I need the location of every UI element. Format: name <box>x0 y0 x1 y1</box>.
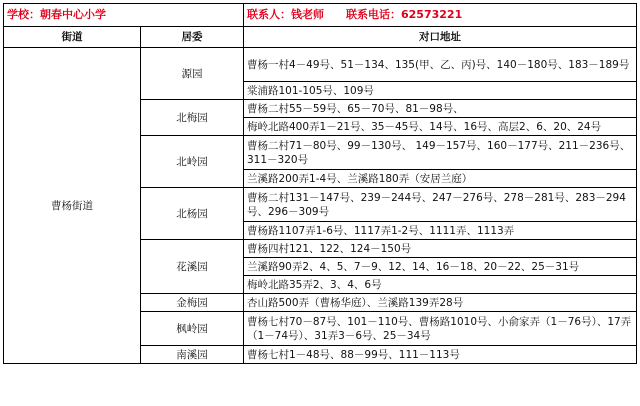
school-name: 学校：朝春中心小学 <box>4 4 244 27</box>
committee-name: 北岭园 <box>141 136 244 188</box>
address-cell: 曹杨二村55－59号、65－70号、81－98号、 <box>244 100 637 118</box>
committee-name: 北梅园 <box>141 100 244 136</box>
address-cell: 杏山路500弄（曹杨华庭）、兰溪路139弄28号 <box>244 294 637 312</box>
address-cell: 曹杨二村131－147号、239－244号、247－276号、278－281号、283－294号、296－309号 <box>244 188 637 222</box>
committee-name: 南溪园 <box>141 346 244 364</box>
column-header-row <box>4 27 637 48</box>
address-cell: 梅岭北路35弄2、3、4、6号 <box>244 276 637 294</box>
street-name: 曹杨街道 <box>4 48 141 364</box>
header-row <box>4 4 637 27</box>
table-row <box>4 48 637 82</box>
committee-name: 金梅园 <box>141 294 244 312</box>
address-cell: 梅岭北路400弄1－21号、35－45号、14号、16号、高层2、6、20、24号 <box>244 118 637 136</box>
address-cell: 兰溪路90弄2、4、5、7－9、12、14、16－18、20－22、25－31号 <box>244 258 637 276</box>
address-cell: 曹杨一村4－49号、51－134、135(甲、乙、丙)号、140－180号、183－189号 <box>244 48 637 82</box>
address-cell: 兰溪路200弄1-4号、兰溪路180弄（安居兰庭） <box>244 170 637 188</box>
contact-info: 联系人：钱老师 联系电话：62573221 <box>244 4 637 27</box>
address-cell: 曹杨二村71－80号、99－130号、 149－157号、160－177号、211－236号、311－320号 <box>244 136 637 170</box>
address-cell: 曹杨七村70－87号、101－110号、曹杨路1010号、小俞家弄（1－76号）、17弄（1－74号）、31弄3－6号、25－34号 <box>244 312 637 346</box>
address-cell: 棠浦路101-105号、109号 <box>244 82 637 100</box>
address-cell: 曹杨七村1－48号、88－99号、111－113号 <box>244 346 637 364</box>
column-header-street: 街道 <box>4 27 141 48</box>
address-cell: 曹杨路1107弄1-6号、1117弄1-2号、1111弄、1113弄 <box>244 222 637 240</box>
column-header-address: 对口地址 <box>244 27 637 48</box>
committee-name: 花溪园 <box>141 240 244 294</box>
address-cell: 曹杨四村121、122、124－150号 <box>244 240 637 258</box>
committee-name: 源园 <box>141 48 244 100</box>
committee-name: 北杨园 <box>141 188 244 240</box>
committee-name: 枫岭园 <box>141 312 244 346</box>
column-header-committee: 居委 <box>141 27 244 48</box>
address-table <box>3 3 637 364</box>
